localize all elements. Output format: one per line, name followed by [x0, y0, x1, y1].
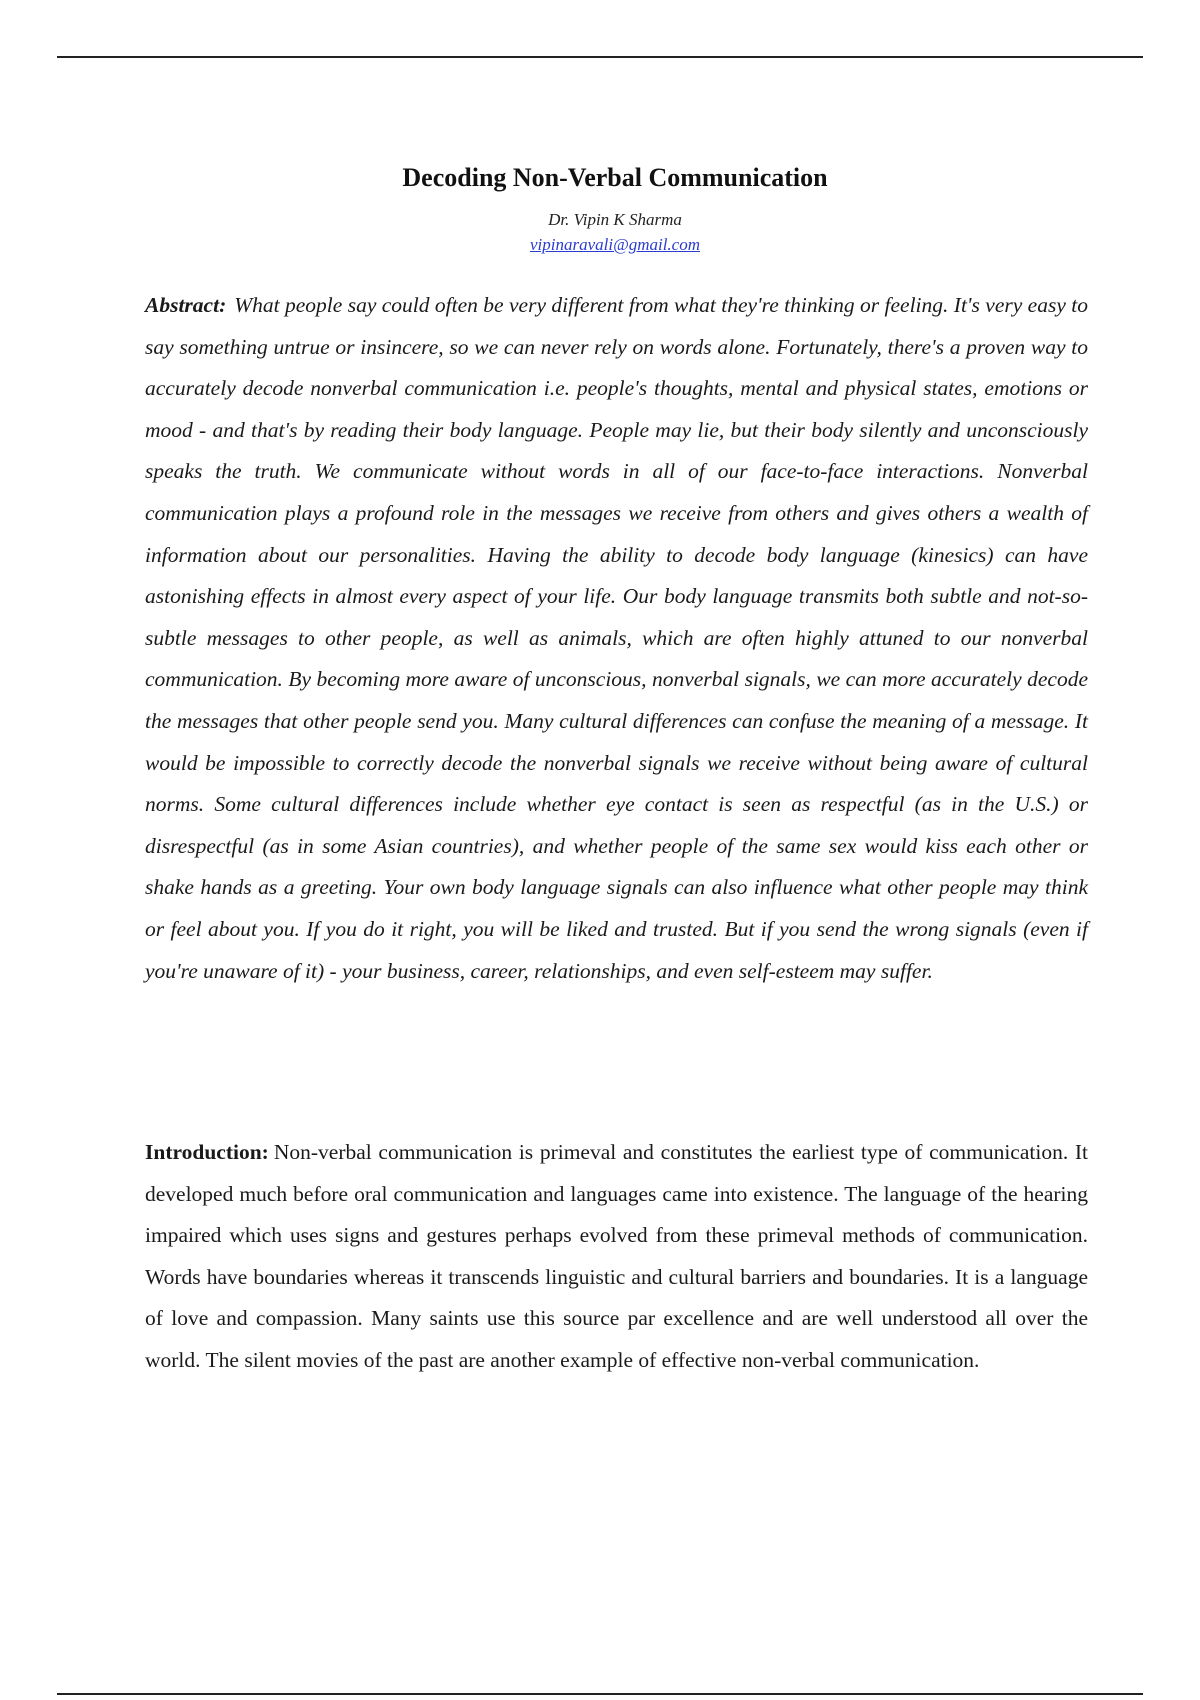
author-email — [0, 235, 1200, 255]
page-title: Decoding Non-Verbal Communication — [402, 163, 828, 193]
footer-rule — [57, 1693, 1143, 1695]
header-rule — [57, 56, 1143, 58]
introduction-label: Introduction: — [145, 1140, 269, 1164]
introduction-paragraph — [145, 1132, 1088, 1382]
abstract-text: What people say could often be very different from what they're thinking or feeling. It's very easy to say something untrue or insincere, so we can never rely on words alone. Fortunately, there's a proven way to accurately decode nonverbal communication i.e. people's thoughts, mental and physical states, emotions or mood - and that's by reading their body language. People may lie, but their body silently and unconsciously speaks the truth. We communicate without words in all of our face-to-face interactions. Nonverbal communication plays a profound role in the messages we receive from others and gives others a wealth of information about our personalities. Having the ability to decode body language (kinesics) can have astonishing effects in almost every aspect of your life. Our body language transmits both subtle and not-so-subtle messages to other people, as well as animals, which are often highly attuned to our nonverbal communication. By becoming more aware of unconscious, nonverbal signals, we can more accurately decode the messages that other people send you. Many cultural differences can confuse the meaning of a message. It would be impossible to correctly decode the nonverbal signals we receive without being aware of cultural norms. Some cultural differences include whether eye contact is seen as respectful (as in the U.S.) or disrespectful (as in some Asian countries), and whether people of the same sex would kiss each other or shake hands as a greeting. Your own body language signals can also influence what other people may think or feel about you. If you do it right, you will be liked and trusted. But if you send the wrong signals (even if you're unaware of it) - your business, career, relationships, and even self-esteem may suffer. — [145, 293, 1088, 983]
introduction-text: Non-verbal communication is primeval and constitutes the earliest type of communication. It developed much before oral communication and languages came into existence. The language of the hearing impaired which uses signs and gestures perhaps evolved from these primeval methods of communication. Words have boundaries whereas it transcends linguistic and cultural barriers and boundaries. It is a language of love and compassion. Many saints use this source par excellence and are well understood all over the world. The silent movies of the past are another example of effective non-verbal communication. — [145, 1140, 1088, 1372]
author-name: Dr. Vipin K Sharma — [548, 210, 682, 229]
abstract-paragraph — [145, 285, 1088, 992]
abstract-label: Abstract: — [145, 293, 227, 317]
email-link[interactable]: vipinaravali@gmail.com — [529, 235, 701, 254]
